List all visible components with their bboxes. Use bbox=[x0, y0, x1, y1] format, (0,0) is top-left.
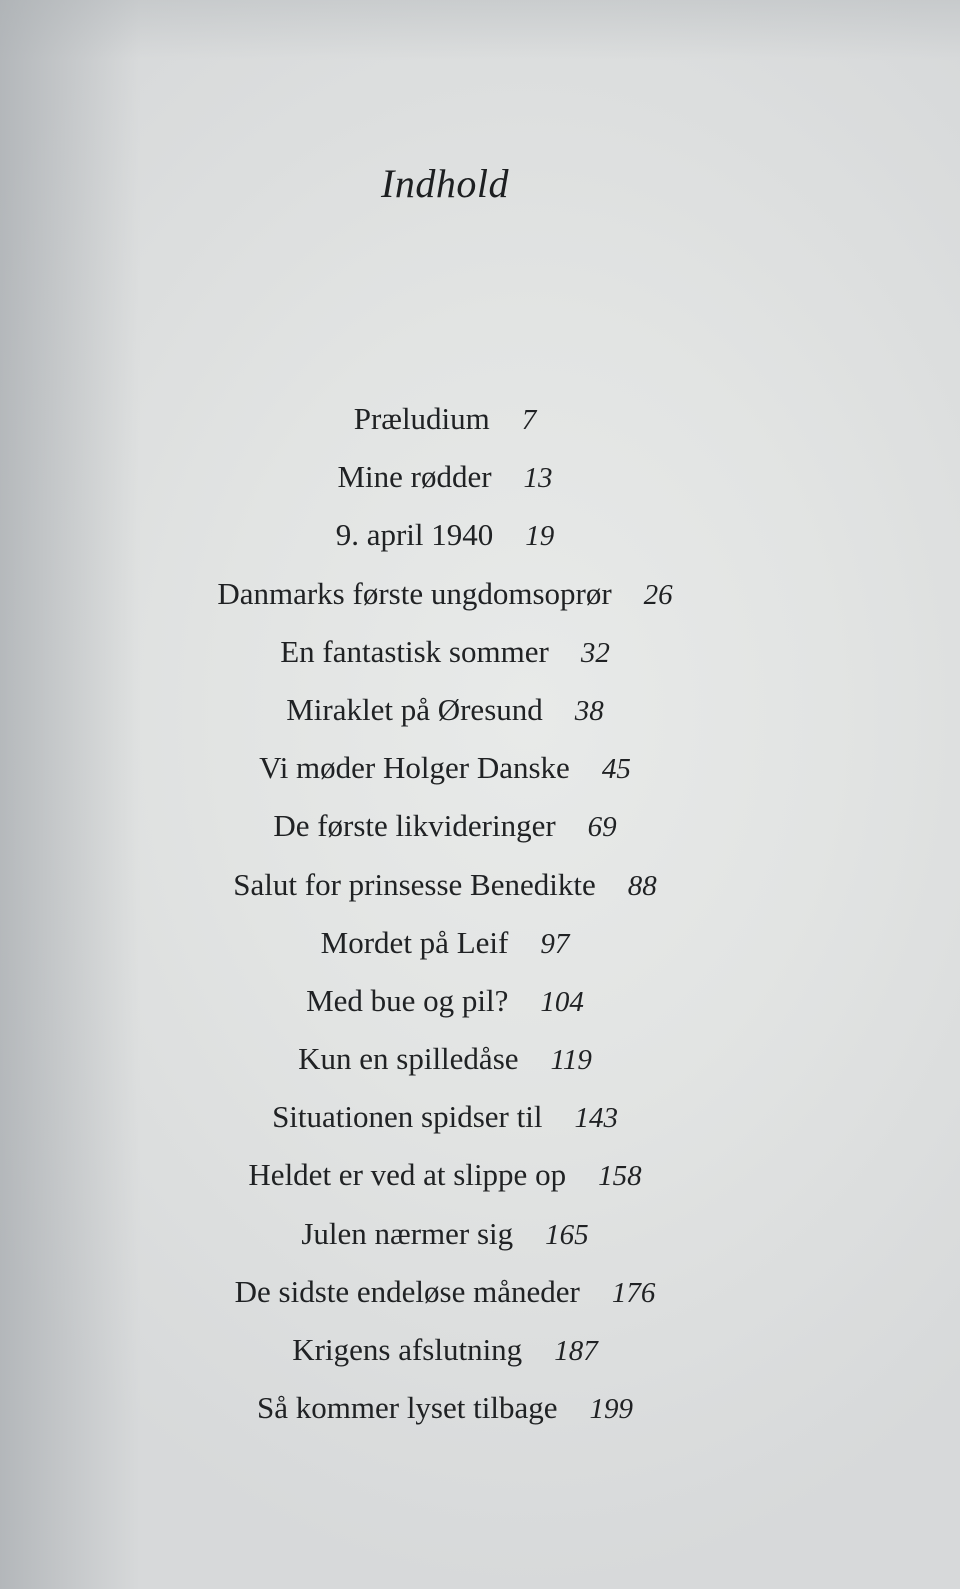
toc-entry bbox=[0, 681, 890, 739]
toc-entry-page-number: 158 bbox=[598, 1160, 642, 1193]
toc-entry-page-number: 38 bbox=[574, 694, 604, 727]
toc-entry bbox=[0, 1088, 890, 1146]
toc-entry bbox=[0, 1379, 890, 1437]
toc-entry bbox=[0, 797, 890, 855]
toc-entry bbox=[0, 972, 890, 1030]
toc-entry-title: Præludium bbox=[353, 401, 490, 436]
toc-entry-page-number: 88 bbox=[627, 869, 657, 902]
toc-entry-page-number: 187 bbox=[554, 1335, 598, 1367]
page-title: Indhold bbox=[381, 161, 509, 206]
toc-entry-page-number: 69 bbox=[587, 811, 617, 844]
toc-entry-title: Så kommer lyset tilbage bbox=[257, 1390, 558, 1426]
toc-entry-page-number: 32 bbox=[580, 636, 610, 669]
toc-entry bbox=[0, 739, 890, 797]
toc-entry bbox=[0, 856, 890, 914]
toc-entry-page-number: 143 bbox=[574, 1102, 618, 1135]
toc-entry bbox=[0, 623, 890, 681]
toc-entry-page-number: 176 bbox=[611, 1276, 656, 1309]
toc-entry bbox=[0, 506, 890, 564]
toc-entry-title: Julen nærmer sig bbox=[301, 1215, 514, 1251]
toc-entry-title: Med bue og pil? bbox=[306, 982, 509, 1018]
toc-entry-page-number: 199 bbox=[589, 1393, 633, 1426]
toc-entry-title: Kun en spilledåse bbox=[298, 1041, 519, 1077]
toc-entry bbox=[0, 565, 890, 623]
toc-entry bbox=[0, 1205, 890, 1263]
toc-entry-title: Situationen spidser til bbox=[272, 1099, 543, 1135]
toc-entry-title: Danmarks første ungdomsoprør bbox=[217, 575, 612, 611]
toc-entry bbox=[0, 914, 890, 972]
toc-entry bbox=[0, 1321, 890, 1379]
toc-entry-page-number: 119 bbox=[550, 1044, 592, 1077]
toc-entry-page-number: 97 bbox=[540, 927, 570, 960]
toc-entry-title: Heldet er ved at slippe op bbox=[248, 1157, 567, 1193]
toc-entry bbox=[0, 1146, 890, 1204]
toc-entry-title: Mordet på Leif bbox=[320, 924, 509, 960]
toc-entry-title: 9. april 1940 bbox=[335, 517, 494, 553]
toc-entry-title: Salut for prinsesse Benedikte bbox=[233, 866, 596, 902]
toc-entry-title: Vi møder Holger Danske bbox=[259, 750, 570, 786]
toc-entry-page-number: 45 bbox=[601, 753, 631, 786]
toc-entry-title: Miraklet på Øresund bbox=[286, 691, 543, 727]
toc-entry-title: En fantastisk sommer bbox=[280, 633, 549, 669]
toc-entry bbox=[0, 390, 890, 448]
toc-entry-page-number: 26 bbox=[643, 578, 673, 611]
toc-entry-title: Mine rødder bbox=[337, 459, 492, 495]
toc-entry-page-number: 13 bbox=[523, 462, 553, 495]
toc-entry-page-number: 19 bbox=[525, 520, 555, 553]
toc-entry-page-number: 104 bbox=[540, 985, 584, 1018]
table-of-contents bbox=[0, 390, 890, 1437]
toc-entry-title: Krigens afslutning bbox=[292, 1332, 523, 1367]
top-shadow bbox=[0, 0, 960, 60]
toc-entry bbox=[0, 448, 890, 506]
toc-entry bbox=[0, 1263, 890, 1321]
toc-entry-title: De første likvideringer bbox=[273, 808, 556, 844]
toc-entry-page-number: 7 bbox=[521, 404, 537, 436]
toc-entry bbox=[0, 1030, 890, 1088]
toc-entry-page-number: 165 bbox=[545, 1218, 589, 1251]
toc-entry-title: De sidste endeløse måneder bbox=[234, 1273, 580, 1309]
